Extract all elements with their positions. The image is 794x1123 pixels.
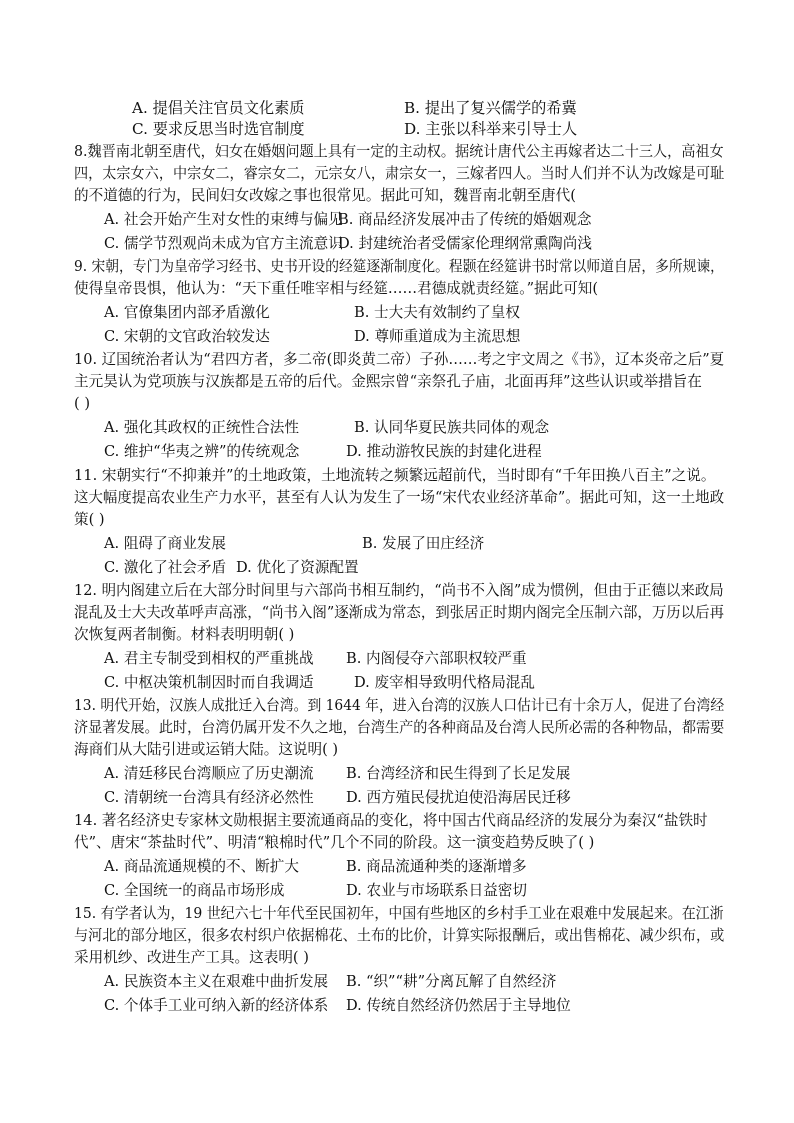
q12-stem-line-1: 12. 明内阁建立后在大部分时间里与六部尚书相互制约，“尚书不入阁”成为惯例，但由于正德以来政局 <box>74 582 724 599</box>
q8-stem-line-3: 的不道德的行为，民间妇女改嫁之事也很常见。据此可知，魏晋南北朝至唐代( <box>74 187 576 204</box>
q13-option-b: B. 台湾经济和民生得到了长足发展 <box>346 765 571 782</box>
q13-stem-line-2: 济显著发展。此时，台湾仍属开发不久之地，台湾生产的各种商品及台湾人民所必需的各种物品，都需要 <box>74 719 725 736</box>
q13-option-c: C. 清朝统一台湾具有经济必然性 <box>104 789 314 806</box>
q15-stem-line-2: 与河北的部分地区，很多农村织户依据棉花、土布的比价，计算实际报酬后，或出售棉花、减少织布，或 <box>74 927 725 944</box>
q14-option-b: B. 商品流通种类的逐渐增多 <box>346 858 527 875</box>
q11-option-b: B. 发展了田庄经济 <box>362 535 485 552</box>
q10-option-a: A. 强化其政权的正统性合法性 <box>104 419 299 436</box>
q15-stem-line-1: 15. 有学者认为，19 世纪六七十年代至民国初年，中国有些地区的乡村手工业在艰难中发展起来。在江浙 <box>74 905 724 922</box>
q12-option-c: C. 中枢决策机制因时而自我调适 <box>104 674 314 691</box>
q13-option-a: A. 清廷移民台湾顺应了历史潮流 <box>104 765 314 782</box>
q14-stem-line-1: 14. 著名经济史专家林文勋根据主要流通商品的变化，将中国古代商品经济的发展分为秦汉“盐铁时 <box>74 812 708 829</box>
q7-option-a: A. 提倡关注官员文化素质 <box>132 99 305 117</box>
q11-stem-line-3: 策( ) <box>74 511 105 528</box>
q7-option-d: D. 主张以科举来引导士人 <box>404 120 578 138</box>
q10-option-d: D. 推动游牧民族的封建化进程 <box>346 443 542 460</box>
q9-option-d: D. 尊师重道成为主流思想 <box>354 328 521 345</box>
q9-option-c: C. 宋朝的文官政治较发达 <box>104 328 270 345</box>
q8-option-c: C. 儒学节烈观尚未成为官方主流意识 <box>104 235 343 252</box>
q14-option-d: D. 农业与市场联系日益密切 <box>346 882 527 899</box>
q7-option-b: B. 提出了复兴儒学的希冀 <box>404 99 577 117</box>
q15-option-d: D. 传统自然经济仍然居于主导地位 <box>346 997 571 1014</box>
q9-stem-line-1: 9. 宋朝，专门为皇帝学习经书、史书开设的经筵逐渐制度化。程颢在经筵讲书时常以师道自居，多所规谏， <box>74 258 724 275</box>
q10-stem-line-1: 10. 辽国统治者认为“君四方者，多二帝(即炎黄二帝）子孙……考之宇文周之《书》，辽本炎帝之后”夏 <box>74 351 725 368</box>
q13-option-d: D. 西方殖民侵扰迫使沿海居民迁移 <box>346 789 571 806</box>
q8-option-a: A. 社会开始产生对女性的束缚与偏见 <box>104 211 343 228</box>
q9-option-b: B. 士大夫有效制约了皇权 <box>354 304 520 321</box>
q12-option-a: A. 君主专制受到相权的严重挑战 <box>104 650 314 667</box>
q15-option-c: C. 个体手工业可纳入新的经济体系 <box>104 997 329 1014</box>
q13-stem-line-1: 13. 明代开始，汉族人成批迁入台湾。到 1644 年，进入台湾的汉族人口估计已有十余万人，促进了台湾经 <box>74 697 725 714</box>
q8-stem-line-1: 8.魏晋南北朝至唐代，妇女在婚姻问题上具有一定的主动权。据统计唐代公主再嫁者达二十三人，高祖女 <box>74 143 724 160</box>
q11-option-d: D. 优化了资源配置 <box>236 559 359 576</box>
q10-option-c: C. 维护“华夷之辨”的传统观念 <box>104 443 300 460</box>
q14-option-a: A. 商品流通规模的不、断扩大 <box>104 858 299 875</box>
q14-option-c: C. 全国统一的商品市场形成 <box>104 882 285 899</box>
q8-option-d: D. 封建统治者受儒家伦理纲常熏陶尚浅 <box>338 235 592 252</box>
q11-stem-line-1: 11. 宋朝实行“不抑兼并”的土地政策，土地流转之频繁远超前代，当时即有“千年田换八百主”之说。 <box>74 467 716 484</box>
q8-option-b: B. 商品经济发展冲击了传统的婚姻观念 <box>338 211 592 228</box>
q10-stem-line-3: ( ) <box>74 395 91 412</box>
q10-option-b: B. 认同华夏民族共同体的观念 <box>354 419 550 436</box>
q12-option-b: B. 内阁侵夺六部职权较严重 <box>346 650 527 667</box>
q10-stem-line-2: 主元昊认为党项族与汉族都是五帝的后代。金熙宗曾“亲祭孔子庙，北面再拜”这些认识或举措旨在 <box>74 373 702 390</box>
q8-stem-line-2: 四，太宗女六，中宗女二，睿宗女二，元宗女八，肃宗女一，三嫁者四人。当时人们并不认为改嫁是可耻 <box>74 165 725 182</box>
q12-stem-line-2: 混乱及士大夫改革呼声高涨，“尚书入阁”逐渐成为常态，到张居正时期内阁完全压制六部，万历以后再 <box>74 604 725 621</box>
q9-stem-line-2: 使得皇帝畏惧，他认为：“天下重任唯宰相与经筵……君德成就责经筵。”据此可知( <box>74 280 599 297</box>
q12-stem-line-3: 次恢复两者制衡。材料表明明朝( ) <box>74 626 295 643</box>
q12-option-d: D. 废宰相导致明代格局混乱 <box>354 674 535 691</box>
q7-option-c: C. 要求反思当时选官制度 <box>132 120 305 138</box>
q14-stem-line-2: 代”、唐宋“茶盐时代”、明清“粮棉时代”几个不同的阶段。这一演变趋势反映了( ) <box>74 834 595 851</box>
q11-stem-line-2: 这大幅度提高农业生产力水平，甚至有人认为发生了一场“宋代农业经济革命”。据此可知，这一土地政 <box>74 489 725 506</box>
q11-option-c: C. 激化了社会矛盾 <box>104 559 227 576</box>
q15-stem-line-3: 采用机纱、改进生产工具。这表明( ) <box>74 949 309 966</box>
q13-stem-line-3: 海商们从大陆引进或运销大陆。这说明( ) <box>74 741 339 758</box>
q9-option-a: A. 官僚集团内部矛盾激化 <box>104 304 270 321</box>
q11-option-a: A. 阻碍了商业发展 <box>104 535 226 552</box>
q15-option-a: A. 民族资本主义在艰难中曲折发展 <box>104 973 329 990</box>
q15-option-b: B. “织”“耕”分离瓦解了自然经济 <box>346 973 557 990</box>
